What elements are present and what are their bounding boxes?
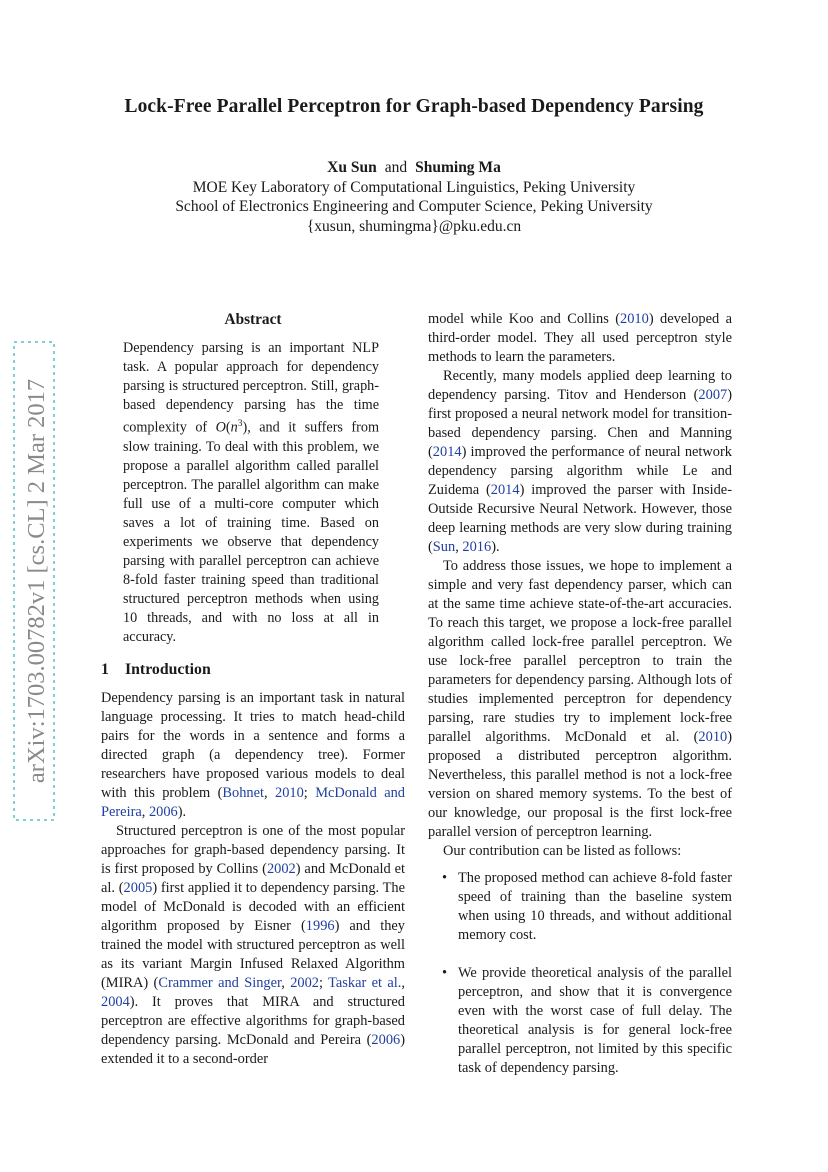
author-name: Xu Sun	[327, 159, 377, 176]
contribution-list	[428, 869, 732, 1078]
citation-link[interactable]: 2002	[266, 860, 296, 877]
paragraph: Dependency parsing is an important task in natural language processing. It tries to match head-child pairs for the words in a sentence and forms a directed graph (a dependency tree). Former researchers have proposed various models to deal with this problem (Bohnet, 2010; McDonald and Pereira, 2006).	[101, 689, 405, 820]
paragraph: model while Koo and Collins (2010) developed a third-order model. They all used perceptron style methods to learn the parameters.	[428, 311, 732, 365]
affiliation-line: School of Electronics Engineering and Computer Science, Peking University	[175, 198, 653, 216]
citation-link[interactable]: 2014	[490, 482, 520, 498]
author-name: Shuming Ma	[415, 159, 501, 176]
paragraph: Structured perceptron is one of the most popular approaches for graph-based dependency parsing. It is first proposed by Collins (2002) and McDonald et al. (2005) first applied it to dependency parsing. The model of McDonald is decoded with an efficient algorithm proposed by Eisner (1996) and they trained the model with structured perceptron as well as its variant Margin Infused Relaxed Algorithm (MIRA) (Crammer and Singer, 2002; Taskar et al., 2004). It proves that MIRA and structured perceptron are effective algorithms for graph-based dependency parsing. McDonald and Pereira (2006) extended it to a second-order	[101, 822, 406, 1067]
citation-link[interactable]: 2016	[462, 539, 492, 555]
paragraph: To address those issues, we hope to implement a simple and very fast dependency parser, which can at the same time achieve state-of-the-art accuracies. To reach this target, we propose a lock-free parallel algorithm called lock-free parallel perceptron. We use lock-free parallel perceptron to train the parameters for dependency parsing. Although lots of studies implemented perceptron for dependency parsing, rare studies try to implement lock-free parallel algorithms. McDonald et al. (2010) proposed a distributed perceptron algorithm. Nevertheless, this parallel method is not a lock-free version on shared memory systems. To the best of our knowledge, our proposal is the first lock-free parallel version of perceptron learning.	[428, 558, 732, 840]
citation-link[interactable]: Sun	[432, 539, 456, 555]
citation-link[interactable]: Crammer and Singer	[158, 974, 282, 991]
citation-link[interactable]: 2006	[371, 1031, 401, 1048]
author-email: {xusun, shumingma}@pku.edu.cn	[306, 217, 522, 235]
citation-link[interactable]: 2005	[123, 879, 153, 896]
citation-link[interactable]: 2006	[148, 803, 178, 820]
right-column	[428, 310, 732, 1097]
citation-link[interactable]: 2010	[698, 729, 728, 745]
affiliation-line: MOE Key Laboratory of Computational Linguistics, Peking University	[192, 178, 636, 196]
paragraph: Our contribution can be listed as follows:	[443, 843, 682, 859]
citation-link[interactable]: 2010	[275, 784, 304, 801]
bullet-icon: •	[442, 965, 448, 981]
citation-link[interactable]: Bohnet	[222, 784, 264, 801]
list-item: • We provide theoretical analysis of the parallel perceptron, and show that it is convergence even with the worst case of full delay. The theoretical analysis is for general lock-free parallel perceptron, not limited by this specific task of dependency parsing.	[442, 965, 732, 1076]
citation-link[interactable]: 2004	[101, 993, 130, 1010]
paper-title: Lock-Free Parallel Perceptron for Graph-based Dependency Parsing	[124, 96, 704, 117]
citation-link[interactable]: McDonald and Pereira	[101, 784, 405, 820]
citation-link[interactable]: 2014	[432, 444, 462, 460]
arxiv-stamp-text: arXiv:1703.00782v1 [cs.CL] 2 Mar 2017	[23, 378, 50, 784]
author-conjunction: and	[384, 159, 408, 176]
list-item: • The proposed method can achieve 8-fold faster speed of training than the baseline system when using 10 threads, and without additional memory cost.	[442, 870, 732, 943]
arxiv-side-stamp	[12, 340, 56, 822]
citation-link[interactable]: 2010	[620, 311, 649, 327]
citation-link[interactable]: 1996	[305, 917, 335, 934]
abstract-text: Dependency parsing is an important NLP task. A popular approach for dependency parsing is structured perceptron. Still, graph-based dependency parsing has the time complexity of $O(n^3)$, and it suffers from slow training. To deal with this problem, we propose a parallel algorithm called parallel perceptron. The parallel algorithm can make full use of a multi-core computer which saves a lot of training time. Based on experiments we observe that dependency parsing with parallel perceptron can achieve 8-fold faster training speed than traditional structured perceptron methods when using 10 threads, and with no loss at all in accuracy.	[123, 340, 380, 645]
citation-link[interactable]: 2007	[698, 387, 728, 403]
abstract-heading: Abstract	[224, 311, 282, 328]
author-block	[0, 158, 828, 236]
citation-link[interactable]: 2002	[290, 974, 319, 991]
paragraph: Recently, many models applied deep learning to dependency parsing. Titov and Henderson (2007) first proposed a neural network model for transition-based dependency parsing. Chen and Manning (2014) improved the performance of neural network dependency parsing algorithm while Le and Zuidema (2014) improved the parser with Inside-Outside Recursive Neural Network. However, those deep learning methods are very slow during training (Sun, 2016).	[428, 368, 732, 555]
left-column	[101, 310, 405, 1069]
section-heading-introduction: 1 Introduction	[101, 660, 211, 678]
bullet-icon: •	[442, 870, 448, 886]
citation-link[interactable]: Taskar et al.	[328, 974, 402, 991]
